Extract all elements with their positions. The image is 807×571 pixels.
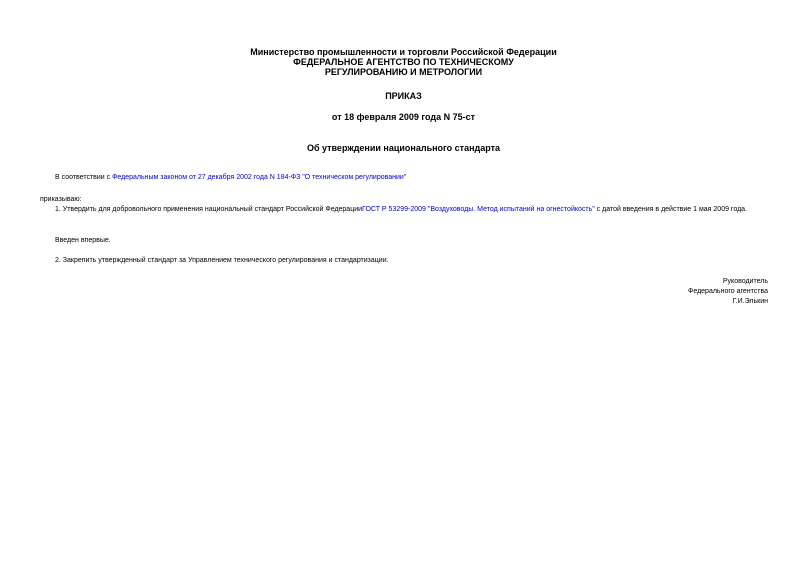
issuer-block xyxy=(0,47,807,77)
signature-block xyxy=(688,277,768,307)
document-date-number: от 18 февраля 2009 года N 75-ст xyxy=(331,112,476,122)
agency-name-line2: РЕГУЛИРОВАНИЮ И МЕТРОЛОГИИ xyxy=(324,67,483,77)
introduced-first-note: Введен впервые. xyxy=(55,237,111,244)
ordered-text: приказываю: xyxy=(40,196,82,203)
agency-name-line1: ФЕДЕРАЛЬНОЕ АГЕНТСТВО ПО ТЕХНИЧЕСКОМУ xyxy=(293,57,514,67)
ministry-name: Министерство промышленности и торговли Российской Федерации xyxy=(250,47,557,57)
order-item-2: 2. Закрепить утвержденный стандарт за Управлением технического регулирования и стандартизации. xyxy=(55,257,389,264)
item1-prefix: 1. Утвердить для добровольного применения национальный стандарт Российской Федерации xyxy=(55,206,363,213)
document-type: ПРИКАЗ xyxy=(385,91,422,101)
federal-law-link[interactable]: Федеральным законом от 27 декабря 2002 года N 184-ФЗ "О техническом регулировании" xyxy=(112,174,407,181)
basis-prefix: В соответствии с xyxy=(55,174,113,181)
signatory-name: Г.И.Элькин xyxy=(732,298,768,305)
basis-paragraph xyxy=(55,173,775,182)
document-subject: Об утверждении национального стандарта xyxy=(306,143,501,153)
signatory-title-line1: Руководитель xyxy=(722,278,768,285)
order-item-1 xyxy=(40,205,768,214)
gost-standard-link[interactable]: ГОСТ Р 53299-2009 "Воздуховоды. Метод испытаний на огнестойкость" xyxy=(362,206,595,213)
signatory-title-line2: Федерального агентства xyxy=(688,288,768,295)
item1-suffix: с датой введения в действие 1 мая 2009 года. xyxy=(594,206,747,213)
